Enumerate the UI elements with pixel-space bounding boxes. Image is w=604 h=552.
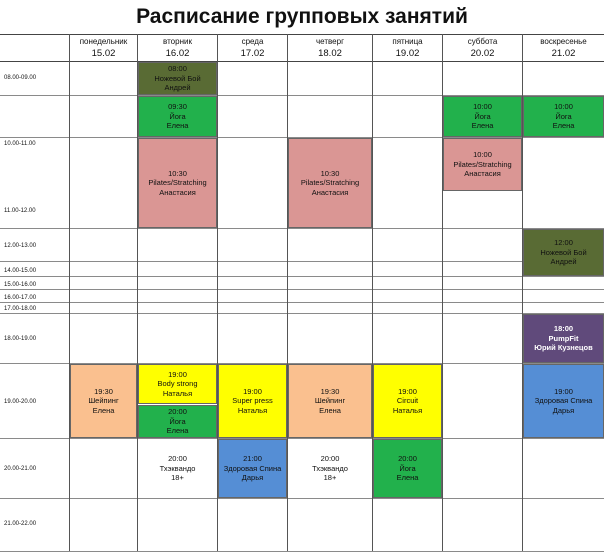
day-date: 19.02 — [395, 48, 420, 59]
event-activity: Йога — [474, 111, 491, 121]
page-title: Расписание групповых занятий — [136, 5, 468, 28]
class-event[interactable] — [138, 439, 217, 498]
event-activity: Super press — [232, 396, 273, 406]
time-slot-label: 14.00-15.00 — [4, 268, 37, 274]
class-event[interactable] — [288, 364, 372, 438]
day-header — [218, 35, 287, 62]
class-event[interactable] — [523, 96, 604, 137]
class-event[interactable] — [523, 314, 604, 363]
event-activity: Йога — [555, 111, 572, 121]
event-instructor: Анастасия — [159, 187, 196, 197]
day-header — [70, 35, 137, 62]
time-slot-label: 21.00-22.00 — [4, 521, 37, 527]
event-time: 18:00 — [553, 324, 574, 334]
event-activity: Pilates/Stratching — [300, 178, 360, 188]
event-instructor: Наталья — [237, 405, 268, 415]
event-time: 10:00 — [473, 150, 492, 160]
grid-line-v — [69, 34, 70, 551]
event-activity: Body strong — [157, 379, 198, 389]
time-slot-label: 11.00-12.00 — [4, 208, 36, 214]
class-event[interactable] — [138, 62, 217, 95]
event-time: 19:00 — [168, 369, 187, 379]
grid-line-h — [0, 313, 604, 314]
time-slot-label: 12.00-13.00 — [4, 243, 37, 249]
class-event[interactable] — [138, 138, 217, 228]
event-time: 20:00 — [320, 454, 340, 464]
event-time: 20:00 — [398, 454, 417, 464]
event-activity: Pilates/Stratching — [453, 159, 512, 169]
class-event[interactable] — [288, 138, 372, 228]
event-time: 10:30 — [320, 168, 340, 178]
event-instructor: Елена — [396, 473, 419, 483]
event-activity: Здоровая Спина — [534, 396, 593, 406]
event-activity: Йога — [399, 463, 416, 473]
day-name: воскресенье — [540, 37, 587, 46]
event-instructor: 18+ — [171, 473, 184, 483]
event-instructor: Анастасия — [464, 169, 501, 179]
day-name: понедельник — [79, 37, 128, 46]
time-slot-label: 16.00-17.00 — [4, 295, 37, 301]
event-instructor: Елена — [92, 405, 115, 415]
day-header — [523, 35, 604, 62]
time-slot-label: 17.00-18.00 — [4, 306, 37, 312]
class-event[interactable] — [443, 96, 522, 137]
event-time: 19:30 — [320, 386, 340, 396]
class-event[interactable] — [218, 364, 287, 438]
class-event[interactable] — [523, 229, 604, 276]
event-instructor: Елена — [166, 426, 189, 436]
day-date: 16.02 — [165, 48, 190, 59]
event-activity: Йога — [169, 416, 186, 426]
event-instructor: Анастасия — [311, 187, 349, 197]
day-name: пятница — [392, 37, 423, 46]
event-time: 20:00 — [168, 407, 187, 417]
event-activity: Шейпинг — [88, 396, 119, 406]
event-time: 08:00 — [168, 64, 187, 74]
day-date: 21.02 — [551, 48, 576, 59]
time-slot-label: 08.00-09.00 — [4, 75, 37, 81]
day-date: 18.02 — [318, 48, 342, 59]
class-event[interactable] — [523, 364, 604, 438]
event-time: 12:00 — [554, 238, 573, 248]
event-time: 19:00 — [398, 386, 417, 396]
event-instructor: Дарья — [552, 405, 575, 415]
day-name: вторник — [163, 37, 192, 46]
grid-line-h — [0, 498, 604, 499]
class-event[interactable] — [70, 364, 137, 438]
event-time: 19:30 — [94, 386, 113, 396]
day-date: 20.02 — [470, 48, 495, 59]
event-activity: Здоровая Спина — [223, 463, 282, 473]
time-slot-label: 18.00-19.00 — [4, 336, 37, 342]
event-instructor: Андрей — [550, 257, 577, 267]
day-header — [443, 35, 522, 62]
event-time: 10:00 — [554, 102, 573, 112]
event-activity: PumpFit — [548, 333, 579, 343]
event-instructor: Елена — [471, 121, 494, 131]
event-time: 21:00 — [243, 454, 262, 464]
day-name: суббота — [467, 37, 498, 46]
day-date: 15.02 — [91, 48, 116, 59]
day-header — [138, 35, 217, 62]
event-instructor: Наталья — [392, 405, 423, 415]
event-instructor: Елена — [166, 121, 189, 131]
event-activity: Pilates/Stratching — [148, 178, 207, 188]
event-activity: Circuit — [396, 396, 419, 406]
class-event[interactable] — [443, 138, 522, 191]
class-event[interactable] — [138, 96, 217, 137]
event-instructor: 18+ — [323, 473, 337, 483]
event-instructor: Елена — [552, 121, 575, 131]
class-event[interactable] — [288, 439, 372, 498]
class-event[interactable] — [373, 364, 442, 438]
day-header — [288, 35, 372, 62]
event-time: 20:00 — [168, 454, 187, 464]
day-date: 17.02 — [240, 48, 265, 59]
event-time: 19:00 — [243, 386, 262, 396]
event-activity: Ножевой Бой — [154, 73, 201, 83]
class-event[interactable] — [138, 405, 217, 438]
grid-line-h — [0, 228, 604, 229]
event-time: 10:30 — [168, 168, 187, 178]
class-event[interactable] — [373, 439, 442, 498]
event-instructor: Андрей — [164, 83, 191, 93]
event-activity: Тхэквандо — [312, 463, 348, 473]
event-activity: Тхэквандо — [159, 463, 196, 473]
grid-line-h — [0, 261, 604, 262]
day-name: четверг — [316, 37, 344, 46]
time-slot-label: 10.00-11.00 — [4, 141, 36, 147]
event-activity: Йога — [169, 111, 186, 121]
event-activity: Ножевой Бой — [540, 247, 587, 257]
day-name: среда — [241, 37, 264, 46]
event-time: 10:00 — [473, 102, 492, 112]
event-instructor: Дарья — [241, 473, 264, 483]
grid-line-h — [0, 276, 604, 277]
grid-line-h — [0, 302, 604, 303]
class-event[interactable] — [138, 364, 217, 404]
event-time: 09:30 — [168, 102, 187, 112]
day-header — [373, 35, 442, 62]
time-slot-label: 20.00-21.00 — [4, 466, 37, 472]
class-event[interactable] — [218, 439, 287, 498]
event-instructor: Наталья — [162, 388, 193, 398]
time-slot-label: 15.00-16.00 — [4, 282, 37, 288]
event-activity: Шейпинг — [314, 396, 346, 406]
event-instructor: Елена — [319, 405, 341, 415]
event-instructor: Юрий Кузнецов — [534, 343, 593, 353]
event-time: 19:00 — [554, 386, 573, 396]
time-slot-label: 19.00-20.00 — [4, 399, 37, 405]
grid-line-h — [0, 289, 604, 290]
